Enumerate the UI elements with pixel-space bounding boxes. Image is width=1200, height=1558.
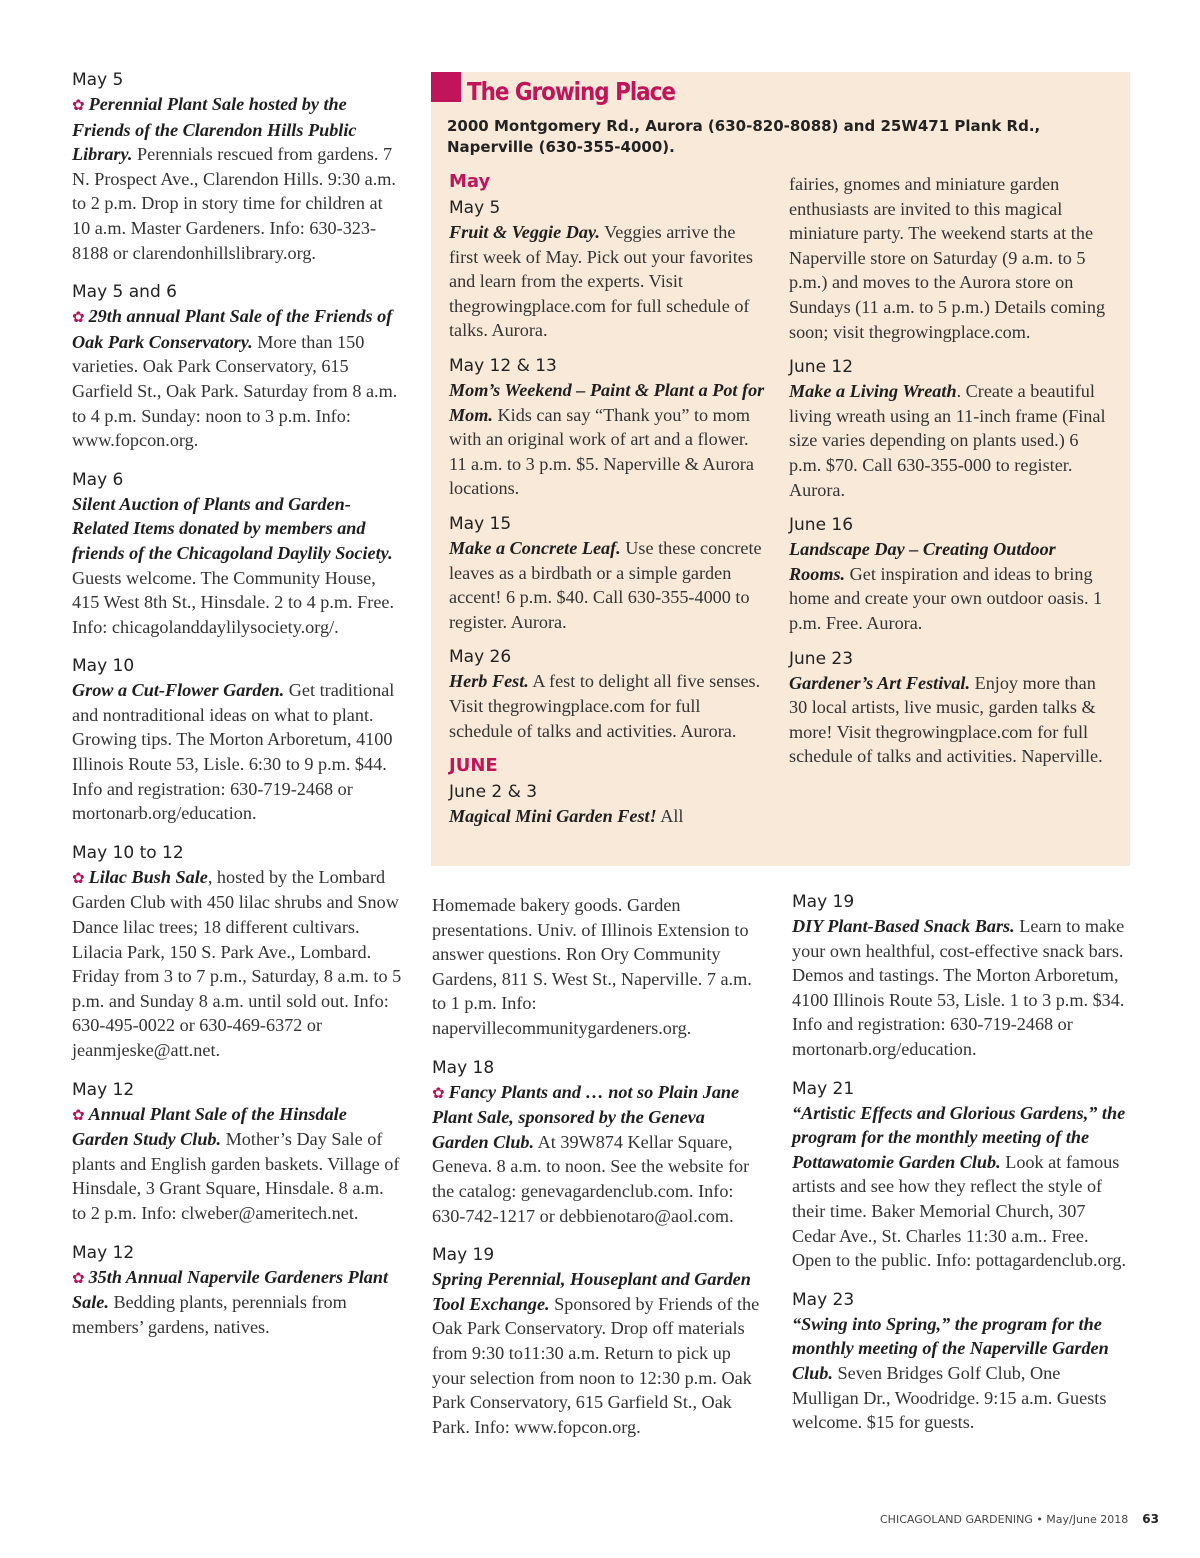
event-title: Gardener’s Art Festival. bbox=[789, 672, 971, 693]
event-date: June 12 bbox=[789, 357, 854, 378]
event-date: June 23 bbox=[789, 648, 854, 669]
event-date: May 10 bbox=[72, 656, 135, 677]
event-date: May 12 & 13 bbox=[449, 355, 557, 376]
event-title: Fruit & Veggie Day. bbox=[449, 222, 600, 242]
event-details: At 39W874 Kellar Square, Geneva. 8 a.m. to noon. See the website for the catalog: genevagardenclub.com. Info: 630-742-1217 or debbienotaro@aol.com. bbox=[432, 1131, 750, 1226]
flower-icon: ✿ bbox=[432, 1083, 445, 1102]
page-number: 63 bbox=[1142, 1512, 1159, 1526]
flower-icon: ✿ bbox=[72, 96, 85, 114]
growing-place-box bbox=[431, 72, 1130, 866]
event bbox=[72, 841, 402, 1063]
event bbox=[449, 354, 767, 501]
event-details: Sponsored by Friends of the Oak Park Conservatory. Drop off materials from 9:30 to11:30 a.m. Return to pick up your selection from noon to 12:30 p.m. Oak Park Conservatory, 615 Garfield St., Oak Park. Info: www.fopcon.org. bbox=[432, 1293, 760, 1437]
event-continuation: Homemade bakery goods. Garden presentations. Univ. of Illinois Extension to answer questions. Ron Ory Community Gardens, 811 S. West St., Naperville. 7 a.m. to 1 p.m. Info: napervillecommunitygardeners.org. bbox=[432, 895, 752, 1038]
event-title: DIY Plant-Based Snack Bars. bbox=[792, 916, 1015, 936]
event-details: . Create a beautiful living wreath using an 11-inch frame (Final size varies depending on plants used.) 6 p.m. $70. Call 630-355-000 to register. Aurora. bbox=[789, 381, 1106, 500]
box-column-1 bbox=[449, 170, 767, 840]
event-title: Lilac Bush Sale bbox=[88, 866, 208, 887]
event-details: Kids can say “Thank you” to mom with an original work of art and a flower. 11 a.m. to 3 p.m. $5. Naperville & Aurora locations. bbox=[449, 404, 754, 499]
event bbox=[789, 513, 1111, 635]
middle-column bbox=[432, 893, 762, 1454]
left-column bbox=[72, 68, 402, 1354]
event-title: Grow a Cut-Flower Garden. bbox=[72, 680, 285, 701]
flower-icon: ✿ bbox=[72, 1105, 85, 1124]
event bbox=[72, 1241, 402, 1340]
month-heading-june: JUNE bbox=[449, 755, 498, 777]
event bbox=[72, 280, 402, 453]
event-title: Mom’s Weekend – Paint & Plant a Pot for Mom. bbox=[449, 379, 765, 425]
event-title: Herb Fest. bbox=[449, 671, 529, 692]
event bbox=[72, 654, 402, 826]
flower-icon: ✿ bbox=[72, 1268, 85, 1287]
month-heading-may: May bbox=[449, 171, 491, 192]
event-date: May 6 bbox=[72, 469, 124, 490]
event-title: 35th Annual Napervile Gardeners Plant Sale. bbox=[72, 1266, 389, 1313]
event-details: Use these concrete leaves as a birdbath or a simple garden accent! 6 p.m. $40. Call 630-355-4000 to register. Aurora. bbox=[449, 537, 762, 632]
event bbox=[789, 647, 1111, 769]
section-marker-icon bbox=[431, 72, 461, 102]
event-date: May 21 bbox=[792, 1078, 855, 1099]
event-title: Landscape Day – Creating Outdoor Rooms. bbox=[789, 539, 1056, 584]
box-address: 2000 Montgomery Rd., Aurora (630-820-8088) and 25W471 Plank Rd., Naperville (630-355-4000). bbox=[447, 117, 1041, 156]
event-title: 29th annual Plant Sale of the Friends of Oak Park Conservatory. bbox=[72, 306, 393, 352]
event-details: More than 150 varieties. Oak Park Conservatory, 615 Garfield St., Oak Park. Saturday from 8 a.m. to 4 p.m. Sunday: noon to 3 p.m. Info: www.fopcon.org. bbox=[72, 331, 398, 451]
event-details: Seven Bridges Golf Club, One Mulligan Dr., Woodridge. 9:15 a.m. Guests welcome. $15 for guests. bbox=[792, 1362, 1107, 1433]
event-title: “Artistic Effects and Glorious Gardens,” the program for the monthly meeting of the Pottawatomie Garden Club. bbox=[792, 1102, 1126, 1172]
event-details: Guests welcome. The Community House, 415 West 8th St., Hinsdale. 2 to 4 p.m. Free. Info: chicagolanddaylilysociety.org/. bbox=[72, 567, 395, 637]
event-date: June 2 & 3 bbox=[449, 782, 538, 803]
event-date: May 5 bbox=[72, 70, 124, 90]
event-date: May 18 bbox=[432, 1057, 495, 1078]
event bbox=[449, 512, 767, 634]
event-details: All bbox=[656, 806, 684, 827]
event-title: Annual Plant Sale of the Hinsdale Garden Study Club. bbox=[72, 1103, 347, 1150]
event bbox=[449, 780, 767, 829]
event bbox=[72, 1078, 402, 1226]
event bbox=[449, 196, 767, 343]
event-date: May 5 bbox=[449, 198, 501, 218]
box-title: The Growing Place bbox=[467, 77, 675, 106]
event-date: May 15 bbox=[449, 513, 512, 534]
publication-name: CHICAGOLAND GARDENING • May/June 2018 bbox=[880, 1513, 1129, 1526]
event-date: May 19 bbox=[792, 892, 855, 912]
event-continuation: fairies, gnomes and miniature garden enthusiasts are invited to this magical miniature party. The weekend starts at the Naperville store on Saturday (9 a.m. to 5 p.m.) and moves to the Aurora store on Sundays (11 a.m. to 5 p.m.) Details coming soon; visit thegrowingplace.com. bbox=[789, 174, 1106, 342]
event-details: Get traditional and nontraditional ideas on what to plant. Growing tips. The Morton Arboretum, 4100 Illinois Route 53, Lisle. 6:30 to 9 p.m. $44. Info and registration: 630-719-2468 or mortonarb.org/education. bbox=[72, 680, 395, 824]
event-title: Perennial Plant Sale hosted by the Friends of the Clarendon Hills Public Library. bbox=[72, 94, 357, 165]
event bbox=[792, 1288, 1130, 1435]
event-date: May 5 and 6 bbox=[72, 282, 177, 303]
right-column bbox=[792, 890, 1130, 1450]
event bbox=[449, 645, 767, 743]
event bbox=[432, 1056, 762, 1229]
event bbox=[789, 355, 1111, 502]
event-title: Spring Perennial, Houseplant and Garden Tool Exchange. bbox=[432, 1269, 751, 1314]
event-details: Get inspiration and ideas to bring home and create your own outdoor oasis. 1 p.m. Free. Aurora. bbox=[789, 563, 1103, 633]
event-details: Veggies arrive the first week of May. Pick out your favorites and learn from the experts. Visit thegrowingplace.com for full schedule of talks. Aurora. bbox=[449, 222, 753, 341]
event-date: May 19 bbox=[432, 1245, 495, 1266]
event-details: Enjoy more than 30 local artists, live music, garden talks & more! Visit thegrowingplace.com for full schedule of talks and activities. Naperville. bbox=[789, 672, 1103, 767]
event bbox=[72, 468, 402, 640]
event bbox=[432, 1243, 762, 1439]
event-title: “Swing into Spring,” the program for the monthly meeting of the Naperville Garden Club. bbox=[792, 1313, 1109, 1383]
event-details: , hosted by the Lombard Garden Club with 450 lilac shrubs and Snow Dance lilac trees; 18 different cultivars. Lilacia Park, 150 S. Park Ave., Lombard. Friday from 3 to 7 p.m., Saturday, 8 a.m. to 5 p.m. and Sunday 8 a.m. until sold out. Info: 630-495-0022 or 630-469-6372 or jeanmjeske@att.net. bbox=[72, 866, 402, 1060]
event-date: May 26 bbox=[449, 647, 512, 668]
flower-icon: ✿ bbox=[72, 868, 85, 887]
event bbox=[792, 1077, 1130, 1273]
flower-icon: ✿ bbox=[72, 308, 85, 327]
event-title: Magical Mini Garden Fest! bbox=[449, 806, 657, 827]
event-details: Mother’s Day Sale of plants and English garden baskets. Village of Hinsdale, 3 Grant Square, Hinsdale. 8 a.m. to 2 p.m. Info: clweber@ameritech.net. bbox=[72, 1129, 400, 1223]
event-details: Learn to make your own healthful, cost-effective snack bars. Demos and tastings. The Morton Arboretum, 4100 Illinois Route 53, Lisle. 1 to 3 p.m. $34. Info and registration: 630-719-2468 or mortonarb.org/education. bbox=[792, 916, 1125, 1059]
event-details: Bedding plants, perennials from members’ gardens, natives. bbox=[72, 1292, 347, 1337]
box-column-2 bbox=[789, 172, 1111, 780]
event bbox=[792, 890, 1130, 1062]
event-date: June 16 bbox=[789, 515, 854, 536]
event-date: May 10 to 12 bbox=[72, 842, 184, 863]
event-title: Make a Living Wreath bbox=[789, 381, 957, 402]
event-title: Silent Auction of Plants and Garden-Related Items donated by members and friends of the Chicagoland Daylily Society. bbox=[72, 493, 393, 563]
event-details: A fest to delight all five senses. Visit thegrowingplace.com for full schedule of talks and activities. Aurora. bbox=[449, 671, 761, 741]
event-date: May 12 bbox=[72, 1079, 135, 1100]
event-details: Look at famous artists and see how they reflect the style of their time. Baker Memorial Church, 307 Cedar Ave., St. Charles 11:30 a.m.. Free. Open to the public. Info: pottagardenclub.org. bbox=[792, 1151, 1127, 1271]
event-title: Make a Concrete Leaf. bbox=[449, 537, 621, 558]
page-footer bbox=[880, 1512, 1180, 1526]
event-date: May 23 bbox=[792, 1289, 855, 1310]
event-title: Fancy Plants and … not so Plain Jane Plant Sale, sponsored by the Geneva Garden Club. bbox=[432, 1081, 740, 1152]
event-details: Perennials rescued from gardens. 7 N. Prospect Ave., Clarendon Hills. 9:30 a.m. to 2 p.m. Drop in story time for children at 10 a.m. Master Gardeners. Info: 630-323-8188 or clarendonhillslibrary.org. bbox=[72, 144, 396, 263]
event-date: May 12 bbox=[72, 1242, 135, 1263]
event bbox=[72, 68, 402, 265]
